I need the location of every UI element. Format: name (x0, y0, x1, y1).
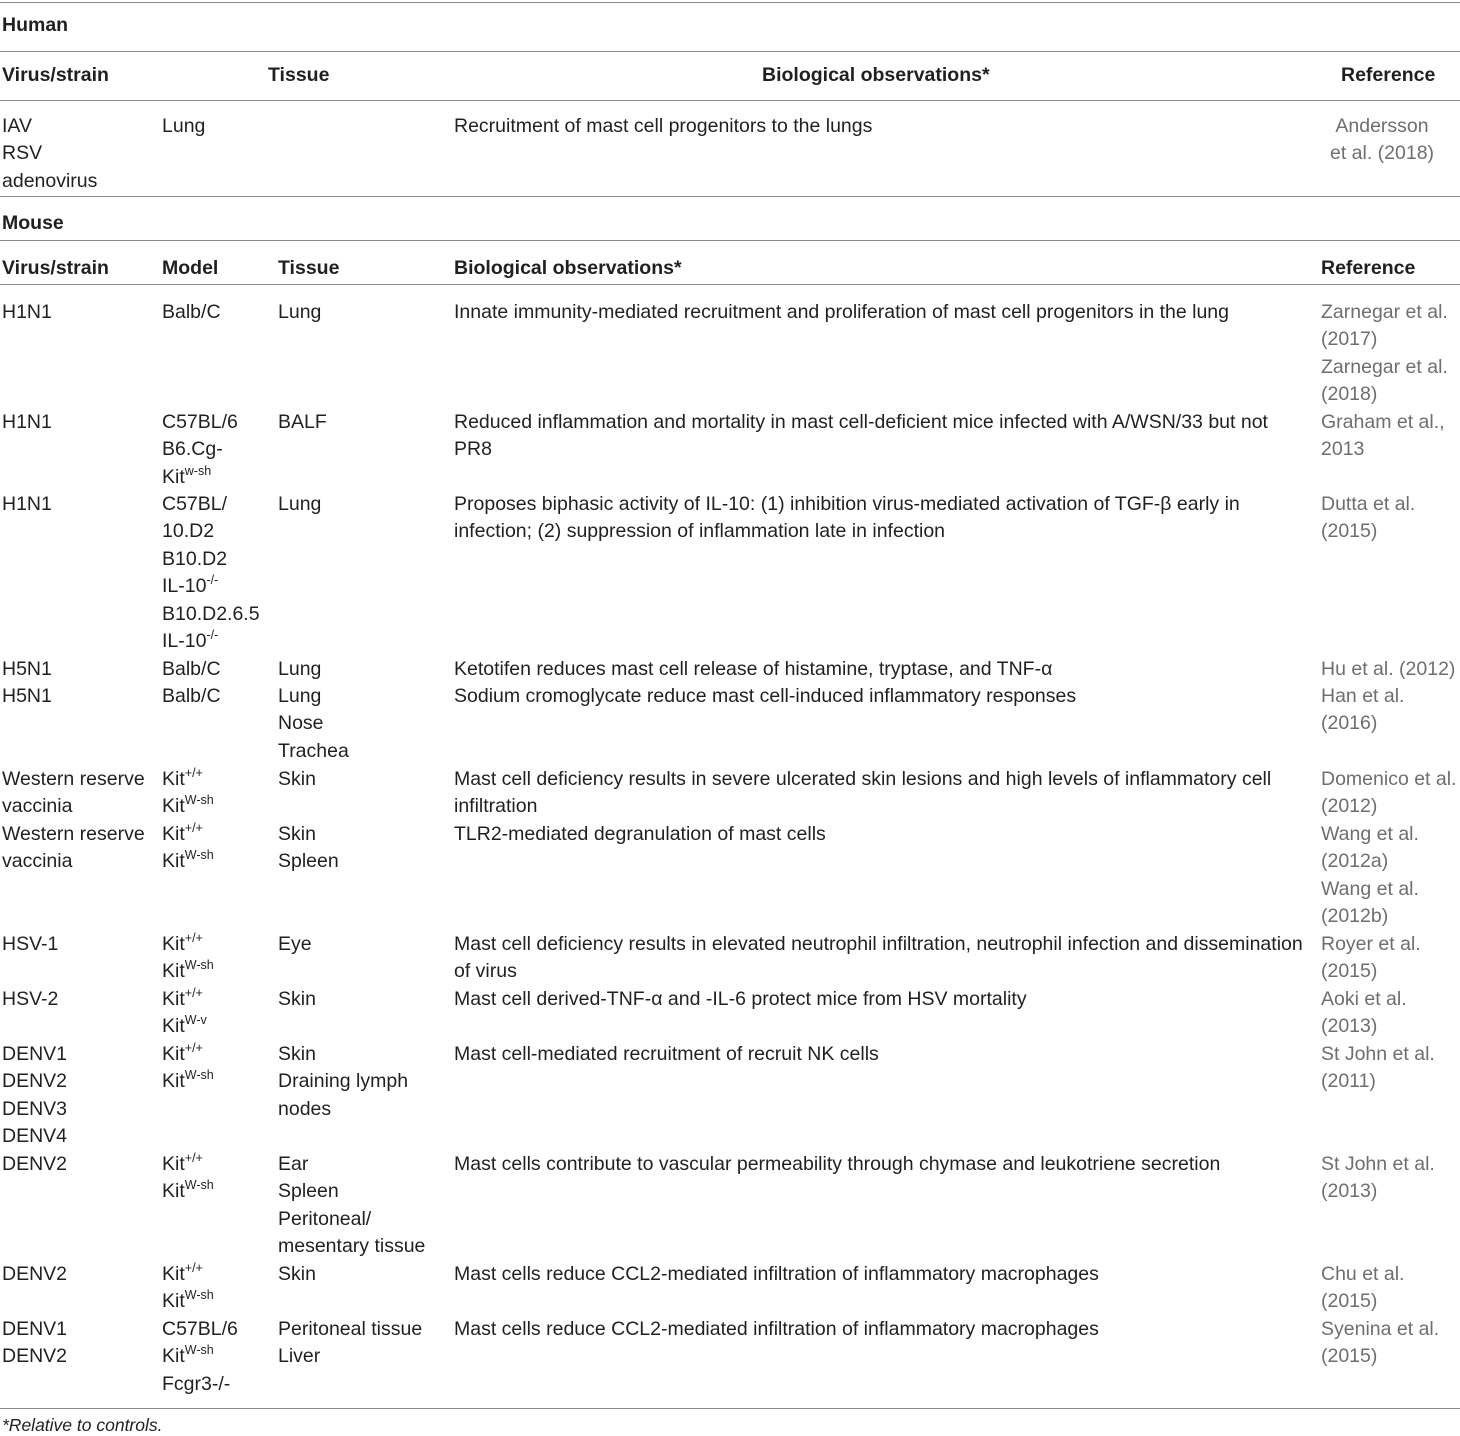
tissue-cell (278, 766, 448, 793)
cell-line: DENV1 (2, 1318, 68, 1340)
model-superscript: W-sh (184, 1068, 214, 1083)
cell-line: (2018) (1321, 383, 1378, 406)
model-cell (162, 821, 274, 876)
cell-line: H5N1 (2, 658, 52, 680)
cell-line: (2015) (1321, 1290, 1378, 1313)
cell-line: Dutta et al. (1321, 493, 1416, 515)
model-cell (162, 766, 274, 821)
cell-line: Andersson (1335, 115, 1429, 137)
model-name: Kit (162, 465, 185, 488)
cell-line: Skin (278, 1263, 316, 1285)
cell-line: (2013) (1321, 1015, 1378, 1038)
observations-text: Sodium cromoglycate reduce mast cell-induced inflammatory responses (454, 685, 1077, 707)
cell-line: BALF (278, 411, 327, 433)
cell-line: Lung (162, 115, 206, 137)
cell-line: nodes (278, 1097, 332, 1120)
cell-line: H1N1 (2, 301, 52, 323)
cell-line: St John et al. (1321, 1153, 1435, 1175)
model-cell (162, 1151, 274, 1206)
tissue-cell (278, 683, 448, 765)
model-line (162, 601, 274, 628)
reference-cell (1321, 1316, 1460, 1371)
tissue-cell (278, 409, 448, 436)
model-line (162, 1343, 274, 1370)
cell-line: Zarnegar et al. (1321, 355, 1448, 378)
model-name: Kit (162, 795, 185, 818)
model-cell (162, 656, 274, 683)
cell-line: DENV2 (2, 1263, 68, 1285)
model-superscript: +/+ (184, 1151, 203, 1165)
mouse-section-title: Mouse (2, 212, 64, 234)
observations-cell (454, 656, 1310, 683)
model-line (162, 436, 274, 463)
virus-strain-cell (2, 986, 152, 1013)
virus-strain-cell (2, 683, 152, 710)
reference-cell (1321, 409, 1460, 464)
cell-line: Syenina et al. (1321, 1318, 1440, 1340)
cell-line: et al. (2018) (1329, 142, 1435, 165)
virus-strain-cell (2, 931, 152, 958)
virus-strain-cell (2, 656, 152, 683)
model-name: IL-10 (162, 575, 207, 598)
model-name: IL-10 (162, 630, 207, 653)
cell-line: RSV (2, 142, 43, 165)
mouse-header-observations: Biological observations* (454, 257, 682, 279)
model-name: Balb/C (162, 658, 221, 680)
observations-text: Mast cells reduce CCL2-mediated infiltration of inflammatory macrophages (454, 1263, 1099, 1285)
reference-cell (1321, 766, 1460, 821)
cell-line: Western reserve (2, 823, 145, 845)
model-superscript: W-sh (184, 1288, 214, 1303)
tissue-cell (278, 1041, 448, 1123)
cell-line: (2013) (1321, 1180, 1378, 1203)
model-name: Kit (162, 1043, 185, 1065)
human-section-rule (0, 51, 1460, 52)
table-footnote: *Relative to controls. (2, 1415, 163, 1435)
cell-line: HSV-2 (2, 988, 59, 1010)
tissue-cell (162, 113, 442, 140)
model-name: 10.D2 (162, 520, 215, 543)
cell-line: Draining lymph (278, 1070, 409, 1093)
model-superscript: +/+ (184, 1261, 203, 1275)
model-superscript: -/- (206, 573, 219, 588)
observations-cell (454, 409, 1310, 464)
cell-line: Lung (278, 685, 322, 707)
cell-line: Hu et al. (2012) (1321, 658, 1456, 680)
observations-text: Mast cell derived-TNF-α and -IL-6 protect mice from HSV mortality (454, 988, 1027, 1010)
model-name: B6.Cg- (162, 438, 223, 461)
virus-strain-cell (2, 766, 152, 821)
cell-line: Wang et al. (1321, 823, 1419, 845)
observations-cell (454, 491, 1310, 546)
human-header-observations: Biological observations* (762, 64, 990, 86)
cell-line: Spleen (278, 1180, 339, 1203)
observations-text: Recruitment of mast cell progenitors to the lungs (454, 115, 873, 137)
cell-line: HSV-1 (2, 933, 59, 955)
table-bottom-rule (0, 1408, 1460, 1409)
cell-line: Lung (278, 301, 322, 323)
model-superscript: W-v (184, 1013, 207, 1028)
observations-text: Mast cell deficiency results in elevated neutrophil infiltration, neutrophil infection and dissemination of virus (454, 933, 1303, 983)
model-line (162, 1316, 274, 1343)
model-line (162, 1151, 274, 1178)
reference-cell (1321, 491, 1460, 546)
observations-text: Mast cell deficiency results in severe ulcerated skin lesions and high levels of inflammatory cell infiltration (454, 768, 1272, 818)
observations-cell (454, 113, 1310, 140)
model-line (162, 1178, 274, 1205)
observations-cell (454, 1041, 1310, 1068)
reference-cell (1321, 1151, 1460, 1206)
cell-line: (2016) (1321, 712, 1378, 735)
cell-line: (2012b) (1321, 905, 1389, 928)
tissue-cell (278, 986, 448, 1013)
cell-line: (2015) (1321, 1345, 1378, 1368)
cell-line: Nose (278, 712, 324, 735)
model-superscript: +/+ (184, 1041, 203, 1055)
virus-strain-cell (2, 1041, 152, 1151)
model-line (162, 931, 274, 958)
virus-strain-cell (2, 821, 152, 876)
mouse-section-top-rule (0, 196, 1460, 197)
cell-line: (2017) (1321, 328, 1378, 351)
model-name: Kit (162, 1153, 185, 1175)
model-line (162, 628, 274, 655)
reference-cell (1321, 1041, 1460, 1096)
model-name: Kit (162, 1263, 185, 1285)
model-name: Kit (162, 768, 185, 790)
observations-cell (454, 1261, 1310, 1288)
tissue-cell (278, 656, 448, 683)
model-cell (162, 299, 274, 326)
reference-cell (1327, 113, 1437, 168)
model-line (162, 409, 274, 436)
model-name: B10.D2 (162, 547, 228, 570)
model-name: Kit (162, 960, 185, 983)
cell-line: H5N1 (2, 685, 52, 707)
model-line (162, 573, 274, 600)
mouse-header-model: Model (162, 257, 219, 279)
model-line (162, 546, 274, 573)
cell-line: (2012) (1321, 795, 1378, 818)
reference-cell (1321, 656, 1460, 683)
model-name: Balb/C (162, 301, 221, 323)
virus-strain-cell (2, 409, 152, 436)
observations-cell (454, 1151, 1310, 1178)
reference-cell (1321, 1261, 1460, 1316)
model-name: Fcgr3-/- (162, 1372, 231, 1395)
cell-line: vaccinia (2, 795, 73, 818)
cell-line: IAV (2, 115, 32, 137)
model-line (162, 821, 274, 848)
observations-cell (454, 986, 1310, 1013)
virus-strain-cell (2, 1151, 152, 1178)
cell-line: (2015) (1321, 960, 1378, 983)
model-line (162, 1288, 274, 1315)
virus-strain-cell (2, 1261, 152, 1288)
model-name: Kit (162, 850, 185, 873)
observations-text: Innate immunity-mediated recruitment and proliferation of mast cell progenitors in the lung (454, 301, 1229, 323)
tissue-cell (278, 821, 448, 876)
model-name: Kit (162, 933, 185, 955)
model-name: C57BL/6 (162, 411, 238, 433)
cell-line: Ear (278, 1153, 309, 1175)
observations-text: Reduced inflammation and mortality in mast cell-deficient mice infected with A/WSN/33 but not PR8 (454, 411, 1268, 461)
cell-line: DENV2 (2, 1153, 68, 1175)
cell-line: Skin (278, 768, 316, 790)
model-line (162, 1261, 274, 1288)
cell-line: (2011) (1321, 1070, 1376, 1093)
mouse-header-tissue: Tissue (278, 257, 340, 279)
observations-cell (454, 299, 1310, 326)
model-line (162, 848, 274, 875)
model-superscript: W-sh (184, 1178, 214, 1193)
model-name: Kit (162, 1345, 185, 1368)
table-top-rule (0, 2, 1460, 3)
cell-line: Skin (278, 1043, 316, 1065)
cell-line: DENV2 (2, 1070, 68, 1093)
cell-line: Skin (278, 823, 316, 845)
model-superscript: W-sh (184, 958, 214, 973)
model-superscript: w-sh (184, 463, 212, 478)
model-superscript: +/+ (184, 821, 203, 835)
cell-line: Han et al. (1321, 685, 1405, 707)
observations-text: Proposes biphasic activity of IL-10: (1) inhibition virus-mediated activation of TGF-β early in infection; (2) suppression of inflammation late in infection (454, 493, 1240, 543)
model-cell (162, 931, 274, 986)
tissue-cell (278, 491, 448, 518)
model-name: Kit (162, 1015, 185, 1038)
model-cell (162, 683, 274, 710)
model-cell (162, 1041, 274, 1096)
observations-cell (454, 766, 1310, 821)
mouse-header-virus: Virus/strain (2, 257, 109, 279)
model-line (162, 1068, 274, 1095)
observations-cell (454, 683, 1310, 710)
virus-strain-cell (2, 1316, 152, 1371)
cell-line: mesentary tissue (278, 1235, 426, 1258)
observations-cell (454, 931, 1310, 986)
cell-line: Domenico et al. (1321, 768, 1457, 790)
model-superscript: W-sh (184, 793, 214, 808)
model-line (162, 656, 274, 683)
model-cell (162, 1261, 274, 1316)
cell-line: Lung (278, 658, 322, 680)
reference-cell (1321, 299, 1460, 409)
cell-line: DENV2 (2, 1345, 68, 1368)
observations-text: Mast cell-mediated recruitment of recruit NK cells (454, 1043, 879, 1065)
reference-cell (1321, 821, 1460, 931)
cell-line: (2015) (1321, 520, 1378, 543)
mouse-header-rule (0, 284, 1460, 285)
model-cell (162, 409, 274, 491)
cell-line: adenovirus (2, 169, 98, 192)
model-line (162, 683, 274, 710)
observations-text: TLR2-mediated degranulation of mast cells (454, 823, 826, 845)
observations-cell (454, 821, 1310, 848)
human-header-rule (0, 100, 1460, 101)
model-superscript: W-sh (184, 848, 214, 863)
model-cell (162, 1316, 274, 1398)
cell-line: DENV1 (2, 1043, 68, 1065)
model-name: Kit (162, 1180, 185, 1203)
model-superscript: -/- (206, 628, 219, 643)
cell-line: 2013 (1321, 438, 1365, 461)
cell-line: Royer et al. (1321, 933, 1421, 955)
reference-cell (1321, 931, 1460, 986)
cell-line: Graham et al., (1321, 411, 1445, 433)
cell-line: Skin (278, 988, 316, 1010)
model-line (162, 1041, 274, 1068)
model-cell (162, 986, 274, 1041)
model-line (162, 1013, 274, 1040)
model-line (162, 299, 274, 326)
model-name: Kit (162, 1290, 185, 1313)
tissue-cell (278, 1261, 448, 1288)
mouse-header-reference: Reference (1321, 257, 1416, 279)
tissue-cell (278, 1151, 448, 1261)
mouse-section-rule (0, 240, 1460, 241)
cell-line: Western reserve (2, 768, 145, 790)
observations-cell (454, 1316, 1310, 1343)
reference-cell (1321, 986, 1460, 1041)
model-superscript: +/+ (184, 931, 203, 945)
virus-strain-cell (2, 113, 152, 195)
human-header-tissue: Tissue (268, 64, 330, 86)
observations-text: Mast cells contribute to vascular permeability through chymase and leukotriene secretion (454, 1153, 1221, 1175)
tissue-cell (278, 1316, 448, 1371)
model-name: C57BL/ (162, 493, 228, 515)
cell-line: DENV4 (2, 1125, 68, 1148)
human-section-title: Human (2, 14, 69, 36)
model-line (162, 464, 274, 491)
cell-line: Spleen (278, 850, 339, 873)
model-line (162, 793, 274, 820)
cell-line: Peritoneal tissue (278, 1318, 423, 1340)
model-line (162, 958, 274, 985)
model-superscript: W-sh (184, 1343, 214, 1358)
model-name: Balb/C (162, 685, 221, 707)
cell-line: H1N1 (2, 493, 52, 515)
cell-line: (2012a) (1321, 850, 1389, 873)
model-line (162, 518, 274, 545)
model-cell (162, 491, 274, 655)
tissue-cell (278, 931, 448, 958)
virus-strain-cell (2, 299, 152, 326)
model-superscript: +/+ (184, 986, 203, 1000)
reference-cell (1321, 683, 1460, 738)
cell-line: Aoki et al. (1321, 988, 1407, 1010)
model-name: C57BL/6 (162, 1318, 238, 1340)
cell-line: Liver (278, 1345, 321, 1368)
model-superscript: +/+ (184, 766, 203, 780)
model-name: Kit (162, 823, 185, 845)
model-name: Kit (162, 1070, 185, 1093)
cell-line: Peritoneal/ (278, 1207, 372, 1230)
cell-line: Trachea (278, 739, 349, 762)
observations-text: Mast cells reduce CCL2-mediated infiltration of inflammatory macrophages (454, 1318, 1099, 1340)
cell-line: Chu et al. (1321, 1263, 1405, 1285)
cell-line: St John et al. (1321, 1043, 1435, 1065)
model-line (162, 766, 274, 793)
observations-text: Ketotifen reduces mast cell release of histamine, tryptase, and TNF-α (454, 658, 1053, 680)
virus-strain-cell (2, 491, 152, 518)
cell-line: Lung (278, 493, 322, 515)
model-line (162, 986, 274, 1013)
cell-line: H1N1 (2, 411, 52, 433)
cell-line: Zarnegar et al. (1321, 301, 1448, 323)
cell-line: Wang et al. (1321, 877, 1419, 900)
model-line (162, 491, 274, 518)
human-header-virus: Virus/strain (2, 64, 109, 86)
tissue-cell (278, 299, 448, 326)
cell-line: DENV3 (2, 1097, 68, 1120)
model-line (162, 1371, 274, 1398)
model-name: B10.D2.6.5 (162, 602, 260, 625)
model-name: Kit (162, 988, 185, 1010)
human-header-reference: Reference (1341, 64, 1436, 86)
cell-line: vaccinia (2, 850, 73, 873)
cell-line: Eye (278, 933, 312, 955)
